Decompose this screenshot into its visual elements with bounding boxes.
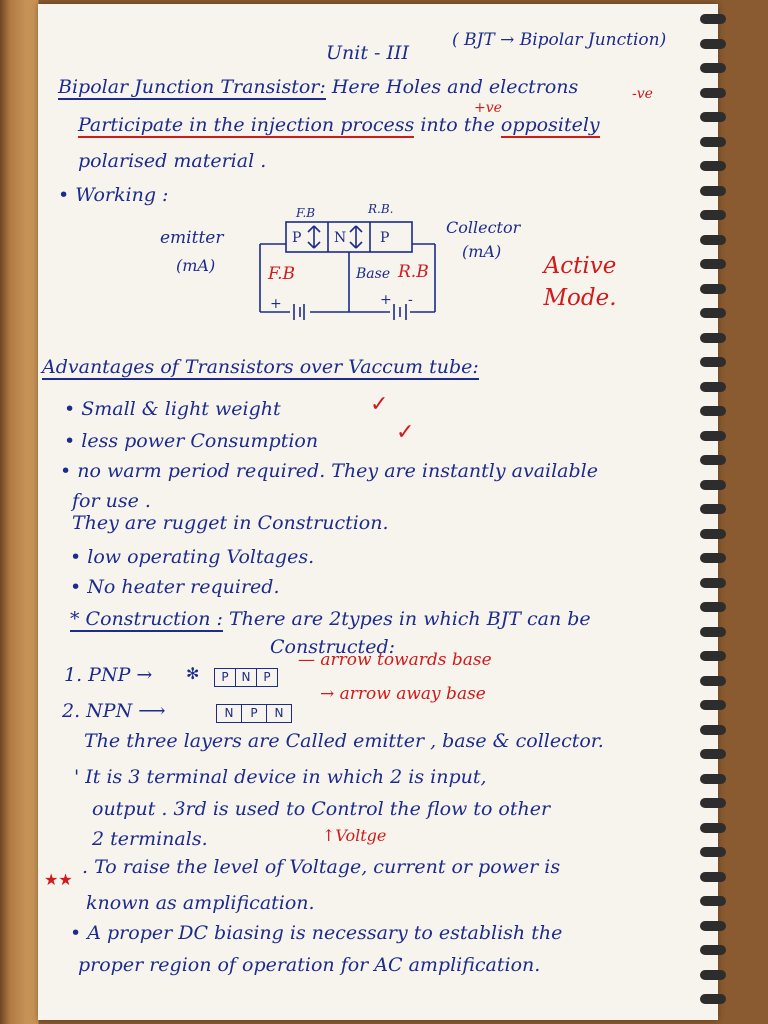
voltage-note: ↑Voltge xyxy=(322,826,387,845)
advantage-item-1: • Small & light weight xyxy=(64,398,281,420)
spiral-ring xyxy=(700,63,726,73)
construction-text: There are 2types in which BJT can be xyxy=(228,608,591,630)
diagram-cell-emitter: P xyxy=(292,230,302,246)
advantage-item-2: • less power Consumption xyxy=(64,430,319,452)
battery-plus-1: + xyxy=(270,296,282,312)
rb-top-label: R.B. xyxy=(368,202,394,216)
advantage-item-3-cont: for use . xyxy=(72,490,151,512)
advantage-item-3: • no warm period required. They are instantly available xyxy=(60,460,598,482)
diagram-cell-base: N xyxy=(334,230,347,246)
unit-title: Unit - III xyxy=(326,42,409,64)
pnp-cell-3: P xyxy=(256,668,278,687)
spiral-ring xyxy=(700,406,726,416)
spiral-ring xyxy=(700,308,726,318)
advantage-item-4: They are rugget in Construction. xyxy=(72,512,389,534)
intro-term: Bipolar Junction Transistor: xyxy=(58,76,326,98)
spiral-ring xyxy=(700,798,726,808)
spiral-ring xyxy=(700,578,726,588)
spiral-ring xyxy=(700,602,726,612)
spiral-ring xyxy=(700,161,726,171)
spiral-ring xyxy=(700,284,726,294)
intro-line-3: polarised material . xyxy=(78,150,267,172)
intro-line2-c: oppositely xyxy=(500,114,600,136)
intro-line1-rest: Here Holes and electrons xyxy=(331,76,579,98)
rb-box-label: R.B xyxy=(398,262,429,282)
active-mode-note: Active Mode. xyxy=(543,253,617,311)
unit-subtitle: ( BJT → Bipolar Junction) xyxy=(452,30,667,50)
intro-line-2 xyxy=(78,114,600,136)
spiral-ring xyxy=(700,896,726,906)
spiral-ring xyxy=(700,431,726,441)
spiral-ring xyxy=(700,259,726,269)
spiral-ring xyxy=(700,88,726,98)
pnp-block xyxy=(286,222,412,252)
pnp-cell-1: P xyxy=(214,668,236,687)
spiral-ring xyxy=(700,945,726,955)
construction-line-4: 2 terminals. xyxy=(92,828,208,850)
spiral-ring xyxy=(700,186,726,196)
battery-plus-2: + xyxy=(380,292,392,308)
spiral-ring xyxy=(700,994,726,1004)
construction-text-2: Constructed: xyxy=(270,636,396,658)
spiral-ring xyxy=(700,676,726,686)
spiral-ring xyxy=(700,529,726,539)
fb-top-label: F.B xyxy=(296,206,316,220)
spiral-ring xyxy=(700,382,726,392)
collector-label: Collector xyxy=(446,218,521,237)
spiral-ring xyxy=(700,651,726,661)
type-pnp-label: 1. PNP → xyxy=(64,664,153,686)
spiral-ring xyxy=(700,333,726,343)
battery-minus: - xyxy=(408,292,413,308)
pnp-note: — arrow towards base xyxy=(298,650,492,670)
npn-cell-2: P xyxy=(241,704,267,723)
intro-line2-main: Participate in the injection process xyxy=(78,114,415,136)
construction-line-3: output . 3rd is used to Control the flow to other xyxy=(92,798,551,820)
spiral-ring xyxy=(700,921,726,931)
construction-line-2: ' It is 3 terminal device in which 2 is input, xyxy=(74,766,487,788)
collector-unit: (mA) xyxy=(462,242,502,261)
fb-box-label: F.B xyxy=(268,264,296,284)
spiral-ring xyxy=(700,847,726,857)
emitter-label: emitter xyxy=(160,228,224,248)
spiral-ring xyxy=(700,774,726,784)
advantages-heading-text: Advantages of Transistors over Vaccum tube: xyxy=(42,356,479,378)
advantage-item-5: • low operating Voltages. xyxy=(70,546,315,568)
npn-cell-3: N xyxy=(266,704,292,723)
spiral-ring xyxy=(700,627,726,637)
pnp-cell-2: N xyxy=(235,668,257,687)
type-npn-label: 2. NPN ⟶ xyxy=(62,700,166,722)
base-label: Base xyxy=(356,266,391,282)
construction-line-1: The three layers are Called emitter , base & collector. xyxy=(84,730,604,752)
amplification-line-2: known as amplification. xyxy=(86,892,315,914)
spiral-ring xyxy=(700,504,726,514)
emitter-unit: (mA) xyxy=(176,256,216,275)
spiral-ring xyxy=(700,970,726,980)
mark-negative: -ve xyxy=(632,86,653,102)
intro-line2-b: into the xyxy=(420,114,495,136)
spiral-ring xyxy=(700,210,726,220)
spiral-ring xyxy=(700,14,726,24)
spiral-ring xyxy=(700,137,726,147)
npn-cell-1: N xyxy=(216,704,242,723)
spiral-ring xyxy=(700,112,726,122)
spiral-ring xyxy=(700,725,726,735)
spiral-ring xyxy=(700,872,726,882)
npn-note: → arrow away base xyxy=(320,684,486,704)
star-mark: ★★ xyxy=(44,870,73,889)
spiral-ring xyxy=(700,39,726,49)
spiral-ring xyxy=(700,480,726,490)
spiral-ring xyxy=(700,357,726,367)
spiral-ring xyxy=(700,553,726,563)
amplification-line-4: proper region of operation for AC amplification. xyxy=(78,954,541,976)
advantage-item-6: • No heater required. xyxy=(70,576,280,598)
amplification-line-1: . To raise the level of Voltage, current or power is xyxy=(82,856,561,878)
intro-line-1 xyxy=(58,76,578,98)
spiral-ring xyxy=(700,235,726,245)
mark-positive: +ve xyxy=(474,100,502,116)
spiral-ring xyxy=(700,749,726,759)
working-heading: • Working : xyxy=(58,184,169,206)
spiral-ring xyxy=(700,823,726,833)
diagram-cell-collector: P xyxy=(380,230,390,246)
check-mark-2: ✓ xyxy=(396,420,415,445)
amplification-line-3: • A proper DC biasing is necessary to establish the xyxy=(70,922,563,944)
spiral-ring xyxy=(700,455,726,465)
advantages-heading xyxy=(42,356,479,378)
spiral-ring xyxy=(700,700,726,710)
scribble-icon: ✻ xyxy=(186,664,200,683)
construction-heading: * Construction : xyxy=(70,608,223,630)
check-mark-1: ✓ xyxy=(370,392,389,417)
construction-heading-line xyxy=(70,608,591,630)
